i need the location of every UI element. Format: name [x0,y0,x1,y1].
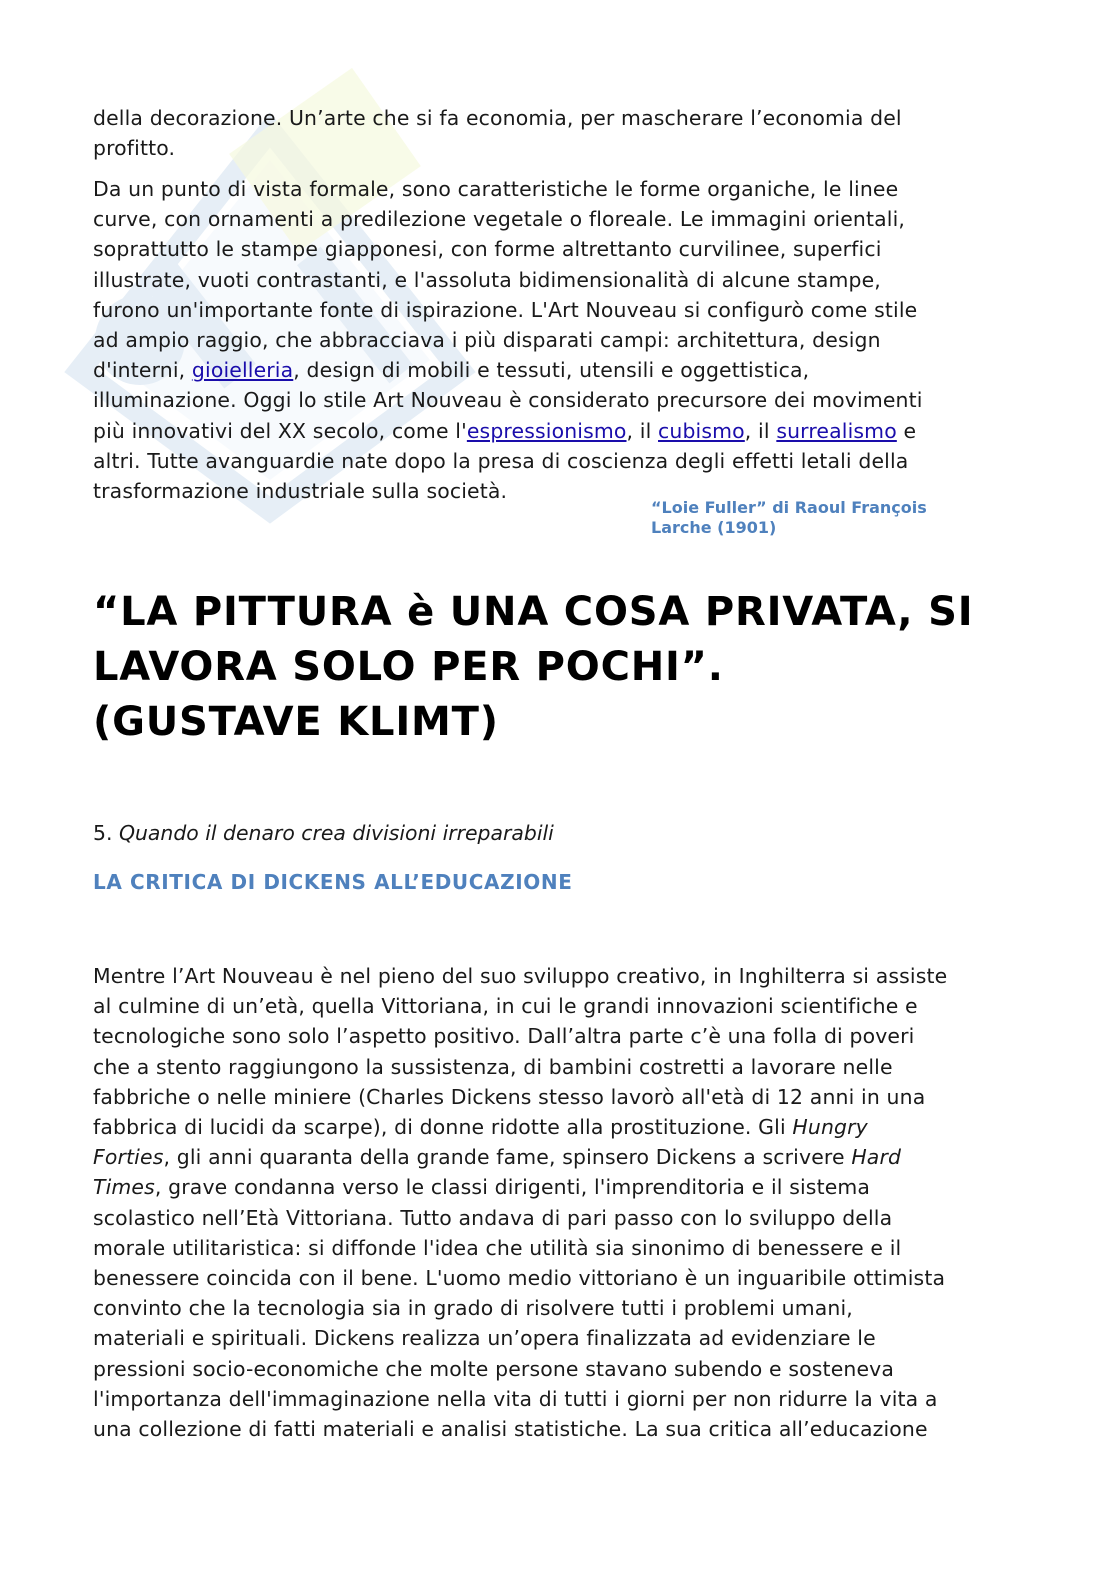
paragraph-3-line [93,1112,1023,1142]
quote-heading [93,585,1053,750]
section-title-text: Quando il denaro crea divisioni irreparabili [118,821,554,845]
subheading: LA CRITICA DI DICKENS ALL’EDUCAZIONE [93,870,573,894]
link-cubismo[interactable]: cubismo [658,418,745,443]
paragraph-3-line: fabbriche o nelle miniere (Charles Dickens stesso lavorò all'età di 12 anni in una [93,1084,926,1109]
paragraph-2-line: trasformazione industriale sulla società. [93,479,508,504]
paragraph-1-line: profitto. [93,136,176,161]
text-span: e [896,418,917,443]
paragraph-2-line [93,355,1023,385]
paragraph-3-line: una collezione di fatti materiali e analisi statistiche. La sua critica all’educazione [93,1417,928,1442]
italic-term: Forties [93,1145,164,1170]
paragraph-3-line: al culmine di un’età, quella Vittoriana, in cui le grandi innovazioni scientifiche e [93,994,918,1019]
italic-term: Hard [851,1145,902,1170]
paragraph-2-line: altri. Tutte avanguardie nate dopo la presa di coscienza degli effetti letali della [93,448,909,473]
paragraph-3-line: materiali e spirituali. Dickens realizza un’opera finalizzata ad evidenziare le [93,1326,876,1351]
section-number: 5. [93,821,119,845]
caption-line: Larche (1901) [651,518,777,537]
italic-term: Times [93,1175,155,1200]
image-caption [651,498,971,538]
paragraph-3 [93,961,1023,1444]
paragraph-3-line: Mentre l’Art Nouveau è nel pieno del suo sviluppo creativo, in Inghilterra si assiste [93,964,948,988]
paragraph-2-line: ad ampio raggio, che abbracciava i più disparati campi: architettura, design [93,328,881,353]
paragraph-2-line: soprattutto le stampe giapponesi, con forme altrettanto curvilinee, superfici [93,237,882,262]
text-span: , grave condanna verso le classi dirigenti, l'imprenditoria e il sistema [154,1175,871,1200]
link-gioielleria[interactable]: gioielleria [191,358,294,383]
quote-line: LAVORA SOLO PER POCHI”. [93,644,724,690]
paragraph-3-line: morale utilitaristica: si diffonde l'idea che utilità sia sinonimo di benessere e il [93,1235,902,1260]
section-title [93,818,554,848]
paragraph-2-line: furono un'importante fonte di ispirazione. L'Art Nouveau si configurò come stile [93,297,918,322]
paragraph-3-line: scolastico nell’Età Vittoriana. Tutto andava di pari passo con lo sviluppo della [93,1205,893,1230]
caption-line: “Loie Fuller” di Raoul François [651,498,927,517]
paragraph-3-line: pressioni socio-economiche che molte persone stavano subendo e sosteneva [93,1356,895,1381]
link-espressionismo[interactable]: espressionismo [466,418,627,443]
text-span: più innovativi del XX secolo, come l' [93,418,467,443]
paragraph-1 [93,103,1023,163]
text-span: , design di mobili e tessuti, utensili e oggettistica, [293,358,810,383]
paragraph-2-line: illustrate, vuoti contrastanti, e l'assoluta bidimensionalità di alcune stampe, [93,267,881,292]
quote-line: (GUSTAVE KLIMT) [93,699,499,745]
paragraph-2-line: Da un punto di vista formale, sono caratteristiche le forme organiche, le linee [93,177,899,201]
paragraph-2 [93,174,1023,506]
paragraph-3-line [93,1172,1023,1202]
paragraph-3-line: tecnologiche sono solo l’aspetto positivo. Dall’altra parte c’è una folla di poveri [93,1024,915,1049]
paragraph-2-line: illuminazione. Oggi lo stile Art Nouveau è considerato precursore dei movimenti [93,388,923,413]
paragraph-3-line: l'importanza dell'immaginazione nella vita di tutti i giorni per non ridurre la vita a [93,1386,938,1411]
paragraph-3-line: che a stento raggiungono la sussistenza, di bambini costretti a lavorare nelle [93,1054,893,1079]
text-span: , gli anni quaranta della grande fame, spinsero Dickens a scrivere [163,1145,852,1170]
text-span: fabbrica di lucidi da scarpe), di donne ridotte alla prostituzione. Gli [93,1115,793,1140]
link-surrealismo[interactable]: surrealismo [776,418,897,443]
text-span: , il [626,418,659,443]
text-span: , il [744,418,777,443]
paragraph-2-line: curve, con ornamenti a predilezione vegetale o floreale. Le immagini orientali, [93,207,906,232]
paragraph-3-line: benessere coincida con il bene. L'uomo medio vittoriano è un inguaribile ottimista [93,1266,946,1291]
quote-line: “LA PITTURA è UNA COSA PRIVATA, SI [93,589,974,635]
text-span: d'interni, [93,358,192,383]
paragraph-2-line [93,416,1023,446]
paragraph-3-line: convinto che la tecnologia sia in grado di risolvere tutti i problemi umani, [93,1296,853,1321]
paragraph-3-line [93,1142,1023,1172]
paragraph-1-line: della decorazione. Un’arte che si fa economia, per mascherare l’economia del [93,106,902,130]
italic-term: Hungry [792,1115,868,1140]
